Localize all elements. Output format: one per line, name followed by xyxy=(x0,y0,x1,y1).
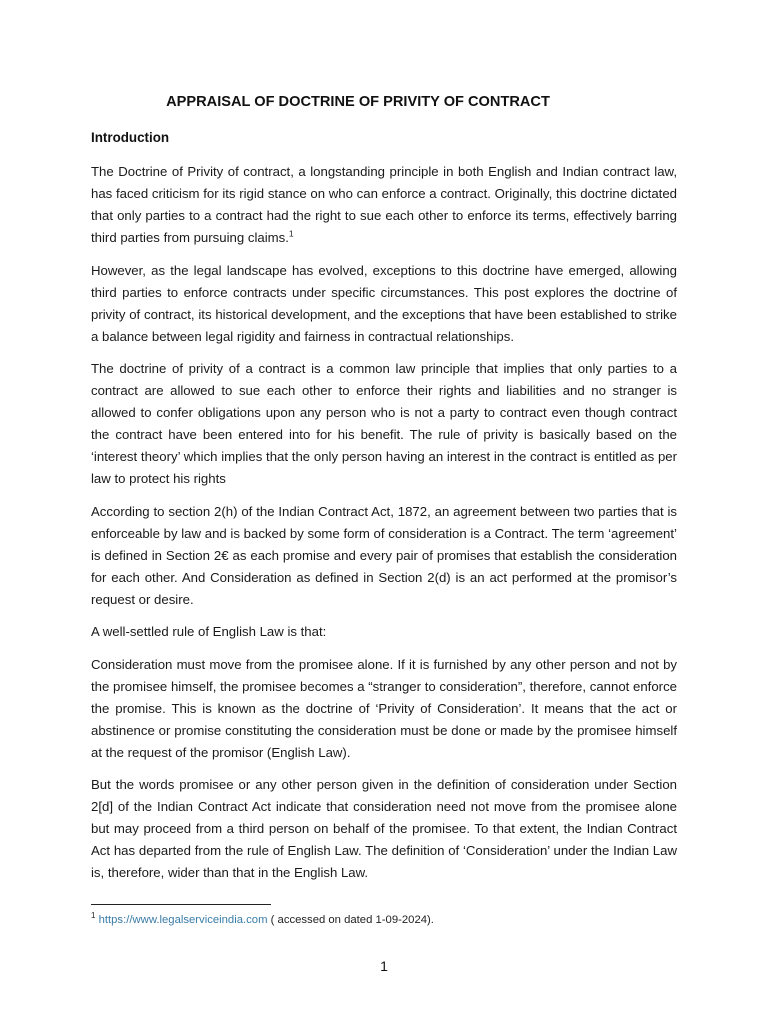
paragraph-4: According to section 2(h) of the Indian Contract Act, 1872, an agreement between two parties that is enforceable by law and is backed by some form of consideration is a Contract. The term ‘agreement’ is defined in Section 2€ as each promise and every pair of promises that establish the consideration for each other. And Consideration as defined in Section 2(d) is an act performed at the promisor’s request or desire. xyxy=(91,503,677,607)
footnote-reference[interactable]: 1 xyxy=(288,228,294,239)
footnote-marker: 1 xyxy=(91,911,96,921)
footnote xyxy=(91,911,434,926)
footnote-separator xyxy=(91,904,271,905)
footnote-suffix: ( accessed on dated 1-09-2024). xyxy=(267,914,434,926)
paragraph-5: A well-settled rule of English Law is that: xyxy=(91,624,327,639)
section-heading: Introduction xyxy=(91,130,170,145)
paragraph-1 xyxy=(91,161,677,249)
paragraph-1-text: The Doctrine of Privity of contract, a longstanding principle in both English and Indian contract law, has faced criticism for its rigid stance on who can enforce a contract. Originally, this doctrine dictated that only parties to a contract had the right to sue each other to enforce its terms, effectively barring third parties from pursuing claims. xyxy=(91,164,677,245)
paragraph-3: The doctrine of privity of a contract is a common law principle that implies that only parties to a contract are allowed to sue each other to enforce their rights and liabilities and no stranger is allowed to confer obligations upon any person who is not a party to contract even though contract the contract have been entered into for his benefit. The rule of privity is basically based on the ‘interest theory’ which implies that the only person having an interest in the contract is entitled as per law to protect his rights xyxy=(91,361,677,486)
document-title: APPRAISAL OF DOCTRINE OF PRIVITY OF CONTRACT xyxy=(166,94,550,110)
page-number: 1 xyxy=(380,958,388,974)
document-body xyxy=(91,161,677,895)
paragraph-6: Consideration must move from the promisee alone. If it is furnished by any other person and not by the promisee himself, the promisee becomes a “stranger to consideration”, therefore, cannot enforce the promise. This is known as the doctrine of ‘Privity of Consideration’. It means that the act or abstinence or promise constituting the consideration must be done or made by the promisee himself at the request of the promisor (English Law). xyxy=(91,656,677,760)
paragraph-2: However, as the legal landscape has evolved, exceptions to this doctrine have emerged, allowing third parties to enforce contracts under specific circumstances. This post explores the doctrine of privity of contract, its historical development, and the exceptions that have been established to strike a balance between legal rigidity and fairness in contractual relationships. xyxy=(91,262,677,344)
paragraph-7: But the words promisee or any other person given in the definition of consideration under Section 2[d] of the Indian Contract Act indicate that consideration need not move from the promisee alone but may proceed from a third person on behalf of the promisee. To that extent, the Indian Contract Act has departed from the rule of English Law. The definition of ‘Consideration’ under the Indian Law is, therefore, wider than that in the English Law. xyxy=(91,777,677,880)
footnote-link[interactable]: https://www.legalserviceindia.com xyxy=(98,914,268,926)
